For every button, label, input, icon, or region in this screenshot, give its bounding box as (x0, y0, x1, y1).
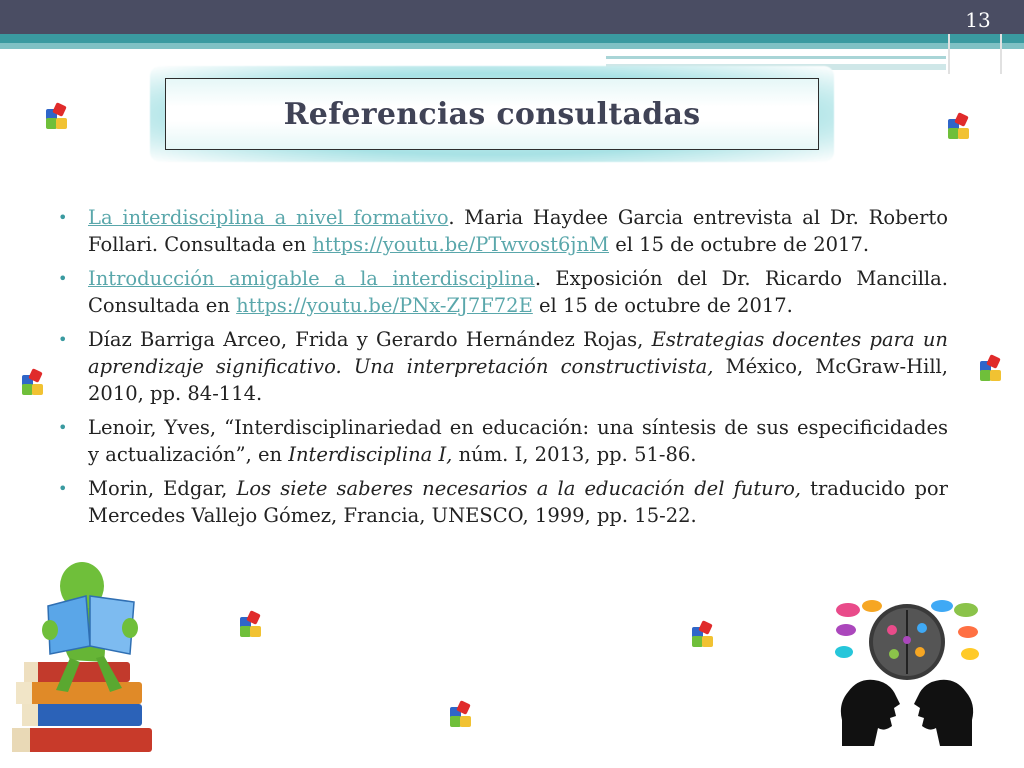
decor-line (1000, 34, 1002, 74)
decor-line (948, 34, 950, 74)
title-box (165, 78, 819, 150)
puzzle-icon (946, 114, 972, 140)
top-light-band (0, 43, 1024, 49)
puzzle-icon (20, 370, 46, 396)
page-title: Referencias consultadas (283, 96, 701, 132)
list-item: • Morin, Edgar, Los siete saberes necesarios a la educación del futuro, traducido por Mercedes Vallejo Gómez, Francia, UNESCO, 1999, pp. 15-22. (56, 475, 948, 529)
top-bar (0, 0, 1024, 34)
puzzle-icon (978, 356, 1004, 382)
list-item: • Introducción amigable a la interdisciplina. Exposición del Dr. Ricardo Mancilla. Consultada en https://youtu.be/PNx-ZJ7F72E el 15 de octubre de 2017. (56, 265, 948, 319)
references-list (56, 204, 948, 536)
brain-heads-icon (834, 600, 980, 746)
top-teal-band (0, 34, 1024, 43)
url-link[interactable]: https://youtu.be/PTwvost6jnM (312, 233, 609, 256)
page-number: 13 (965, 8, 991, 32)
url-link[interactable]: https://youtu.be/PNx-ZJ7F72E (236, 294, 533, 317)
puzzle-icon (448, 702, 474, 728)
list-item: • Lenoir, Yves, “Interdisciplinariedad en educación: una síntesis de sus especificidades y actualización”, en Interdisciplina I, núm. I, 2013, pp. 51-86. (56, 414, 948, 468)
reading-figure-icon (8, 550, 168, 768)
list-item: • La interdisciplina a nivel formativo. Maria Haydee Garcia entrevista al Dr. Roberto Follari. Consultada en https://youtu.be/PTwvost6jnM el 15 de octubre de 2017. (56, 204, 948, 258)
reference-link[interactable]: Introducción amigable a la interdisciplina (88, 267, 535, 290)
decor-line (606, 56, 946, 59)
list-item: • Díaz Barriga Arceo, Frida y Gerardo Hernández Rojas, Estrategias docentes para un aprendizaje significativo. Una interpretación constructivista, México, McGraw-Hill, 2010, pp. 84-114. (56, 326, 948, 407)
puzzle-icon (238, 612, 264, 638)
puzzle-icon (44, 104, 70, 130)
reference-link[interactable]: La interdisciplina a nivel formativo (88, 206, 449, 229)
puzzle-icon (690, 622, 716, 648)
